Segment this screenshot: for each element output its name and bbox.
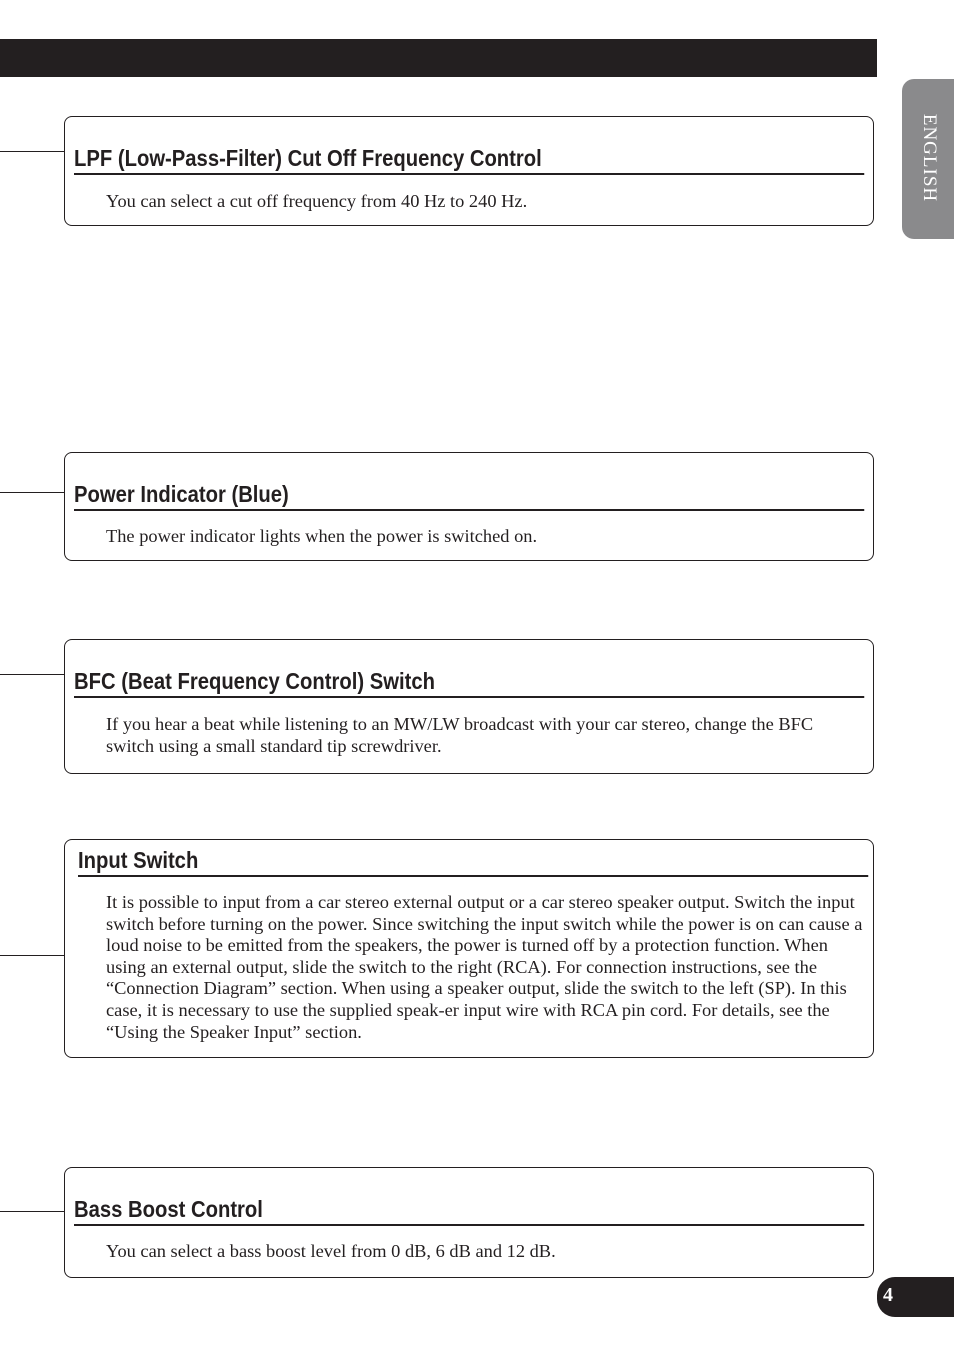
section-bass-boost: [64, 1167, 874, 1278]
section-title: BFC (Beat Frequency Control) Switch: [74, 668, 864, 698]
section-title: Power Indicator (Blue): [74, 481, 864, 511]
callout-line: [0, 151, 65, 152]
section-text: You can select a bass boost level from 0 dB, 6 dB and 12 dB.: [106, 1241, 556, 1261]
section-text: The power indicator lights when the power is switched on.: [106, 526, 538, 546]
page-number: 4: [883, 1284, 893, 1306]
section-title: Bass Boost Control: [74, 1196, 864, 1226]
section-text: If you hear a beat while listening to an MW/LW broadcast with your car stereo, change the BFC switch using a small standard tip screwdriver.: [106, 714, 814, 756]
section-text: It is possible to input from a car stereo external output or a car stereo speaker output. Switch the input switch before turning on the power. Since switching the input switch while the power is on can cause a loud noise to be emitted from the speakers, the power is turned off by a protection function. When using an external output, slide the switch to the right (RCA). For connection instructions, see the “Connection Diagram” section. When using a speaker output, slide the switch to the left (SP). In this case, it is necessary to use the supplied speak-er input wire with RCA pin cord. For details, see the “Using the Speaker Input” section.: [106, 892, 863, 1042]
section-bfc-switch: [64, 639, 874, 774]
section-title: LPF (Low-Pass-Filter) Cut Off Frequency Control: [74, 145, 864, 175]
header-bar: [0, 39, 877, 77]
language-tab-label: ENGLISH: [919, 113, 940, 203]
callout-line: [0, 674, 65, 675]
section-input-switch: [64, 839, 874, 1058]
section-text: You can select a cut off frequency from 40 Hz to 240 Hz.: [106, 191, 528, 211]
section-title: Input Switch: [78, 847, 868, 877]
section-power-indicator: [64, 452, 874, 561]
callout-line: [0, 492, 65, 493]
callout-line: [0, 955, 65, 956]
callout-line: [0, 1211, 65, 1212]
section-lpf: [64, 116, 874, 226]
